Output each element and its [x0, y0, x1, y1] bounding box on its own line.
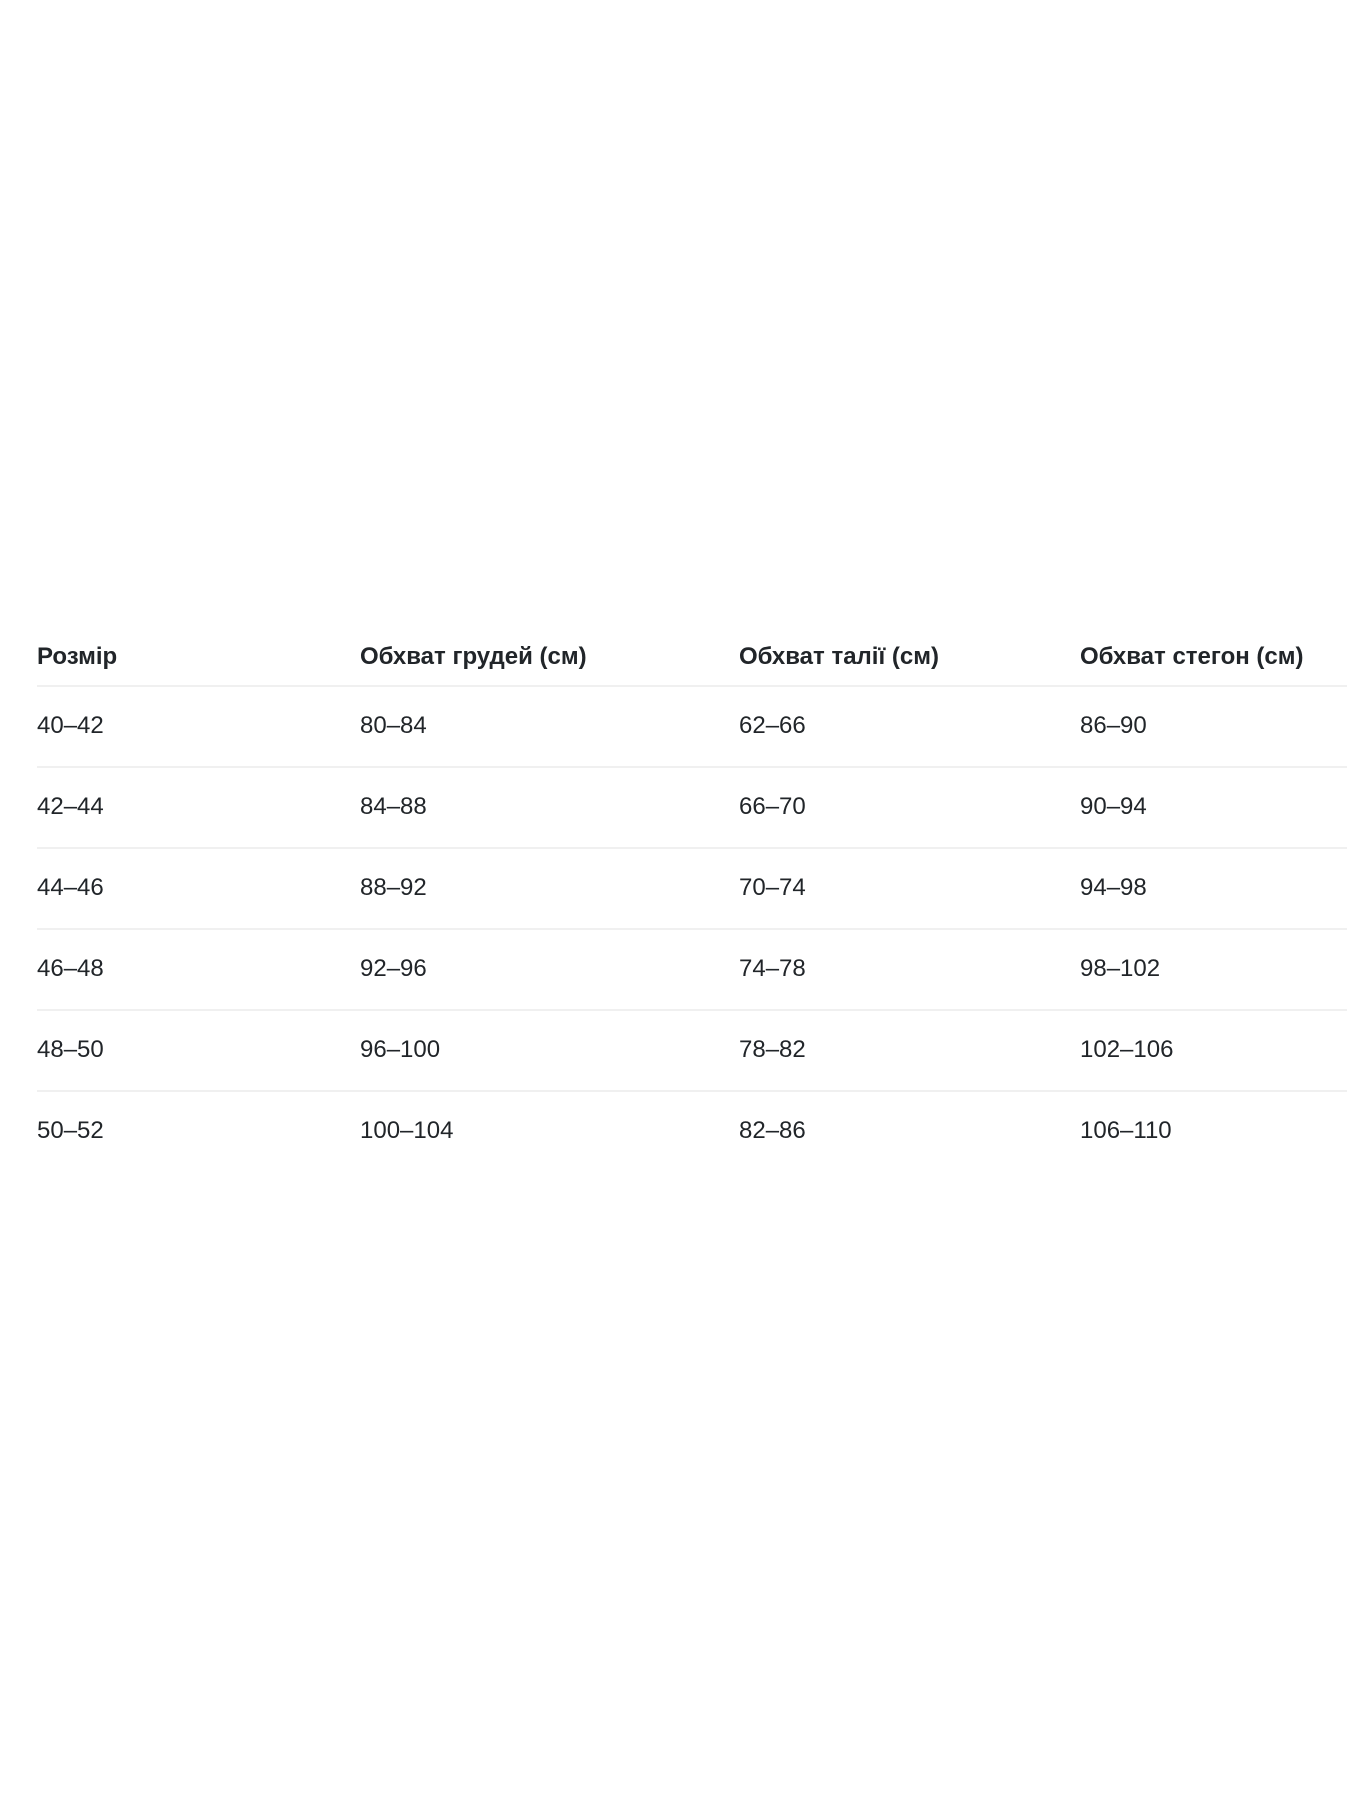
table-row — [37, 685, 1347, 766]
table-row — [37, 847, 1347, 928]
table-cell: 74–78 — [739, 955, 806, 983]
table-row — [37, 766, 1347, 847]
header-cell-size: Розмір — [37, 642, 118, 670]
table-cell: 90–94 — [1080, 793, 1147, 821]
table-cell: 102–106 — [1080, 1036, 1174, 1064]
table-cell: 84–88 — [360, 793, 427, 821]
table-cell: 70–74 — [739, 874, 806, 902]
table-cell: 40–42 — [37, 712, 104, 740]
table-cell: 80–84 — [360, 712, 427, 740]
table-cell: 82–86 — [739, 1117, 806, 1145]
table-cell: 44–46 — [37, 874, 104, 902]
table-cell: 98–102 — [1080, 955, 1161, 983]
table-cell: 46–48 — [37, 955, 104, 983]
size-table-body — [37, 685, 1347, 1171]
table-cell: 78–82 — [739, 1036, 806, 1064]
table-row — [37, 1090, 1347, 1171]
table-cell: 48–50 — [37, 1036, 104, 1064]
header-cell-chest: Обхват грудей (см) — [360, 642, 587, 670]
table-cell: 50–52 — [37, 1117, 104, 1145]
table-cell: 94–98 — [1080, 874, 1147, 902]
header-cell-waist: Обхват талії (см) — [739, 642, 939, 670]
header-cell-hips: Обхват стегон (см) — [1080, 642, 1304, 670]
table-cell: 92–96 — [360, 955, 427, 983]
table-cell: 86–90 — [1080, 712, 1147, 740]
table-row — [37, 928, 1347, 1009]
table-cell: 100–104 — [360, 1117, 454, 1145]
table-cell: 106–110 — [1080, 1117, 1172, 1145]
table-cell: 88–92 — [360, 874, 427, 902]
table-header-row — [37, 629, 1347, 685]
table-cell: 96–100 — [360, 1036, 441, 1064]
table-cell: 42–44 — [37, 793, 104, 821]
size-table — [37, 629, 1347, 1171]
table-row — [37, 1009, 1347, 1090]
table-cell: 62–66 — [739, 712, 806, 740]
table-cell: 66–70 — [739, 793, 806, 821]
